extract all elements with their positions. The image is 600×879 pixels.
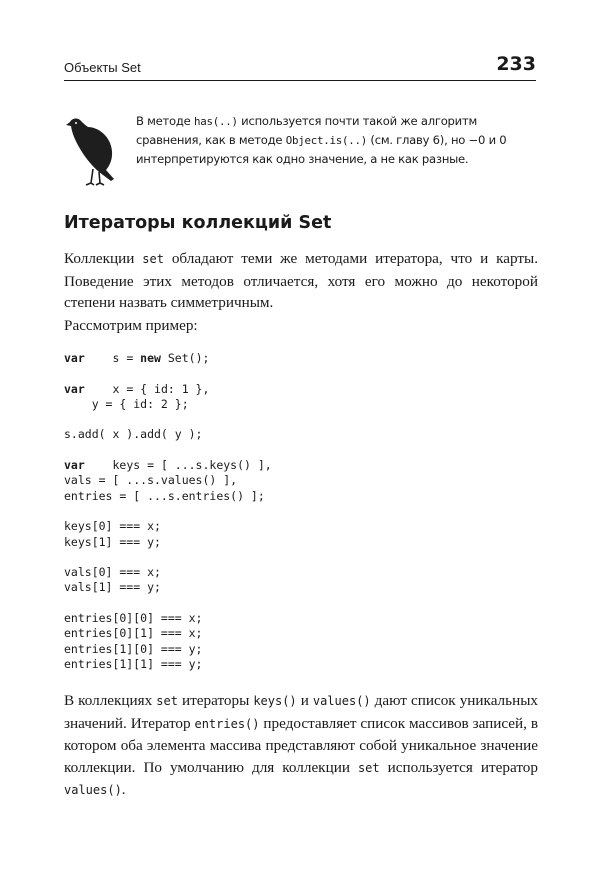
inline-code: Object.is(..) — [285, 134, 367, 147]
note-box — [136, 112, 538, 169]
inline-code: set — [357, 760, 380, 775]
code-line — [64, 657, 202, 671]
text-run: итераторы — [177, 692, 254, 709]
code-token: entries[0][0] === x; — [64, 611, 203, 626]
header-rule — [64, 80, 536, 81]
code-token: s = — [84, 351, 141, 365]
code-line — [64, 458, 272, 472]
text-run: В методе — [136, 114, 194, 128]
paragraph-intro — [64, 248, 538, 314]
text-run: используется итератор — [379, 758, 538, 776]
code-token: keys = [ ...s.keys() ], — [84, 458, 272, 473]
text-run: В коллекциях — [64, 692, 157, 709]
inline-code: set — [142, 252, 164, 266]
text-run: (см. главу 6), но −0 и 0 интерпретируются как одно значение, а не как разные. — [136, 133, 507, 166]
code-line — [64, 489, 265, 503]
code-token: entries[1][1] === y; — [64, 656, 203, 671]
code-token: vals[1] === y; — [64, 580, 161, 595]
code-token: entries[0][1] === x; — [64, 626, 203, 641]
code-line — [64, 626, 202, 640]
code-line — [64, 382, 209, 396]
text-run: дают список уникальных значений. Итератор — [64, 692, 538, 732]
text-run: и — [296, 692, 313, 709]
inline-code: values() — [64, 783, 122, 797]
text-run: Коллекции — [64, 250, 143, 267]
code-token: entries[1][0] === y; — [64, 641, 203, 656]
code-block — [64, 351, 272, 672]
code-token: y = { id: 2 }; — [64, 396, 189, 411]
page-number: 233 — [496, 53, 536, 75]
note-text — [136, 112, 538, 169]
inline-code: set — [156, 694, 178, 708]
code-keyword: var — [64, 458, 85, 473]
paragraph-explanation — [64, 690, 538, 802]
code-token: vals = [ ...s.values() ], — [64, 473, 238, 488]
inline-code: values() — [312, 694, 371, 708]
code-line — [64, 535, 161, 549]
code-line — [64, 351, 209, 365]
code-line — [64, 611, 202, 625]
code-line — [64, 473, 237, 487]
code-line — [64, 397, 189, 411]
code-token: vals[0] === x; — [64, 565, 161, 580]
code-keyword: new — [140, 351, 161, 365]
code-token: keys[1] === y; — [64, 534, 161, 549]
code-line — [64, 565, 161, 579]
text-run: используется почти такой же алгоритм сравнения, как в методе — [136, 114, 477, 147]
code-keyword: var — [64, 381, 85, 396]
code-line — [64, 580, 161, 594]
paragraph-example: Рассмотрим пример: — [64, 317, 198, 334]
text-run: обладают теми же методами итератора, что и карты. Поведение этих методов отличается, хотя его можно до некоторой степени назвать симметричным. — [64, 250, 538, 311]
code-token: Set(); — [160, 351, 210, 365]
code-line — [64, 642, 202, 656]
code-token: x = { id: 1 }, — [84, 381, 210, 396]
code-keyword: var — [64, 351, 85, 365]
running-title: Объекты Set — [64, 60, 141, 75]
text-run: предоставляет список массивов записей, в котором оба элемента массива представляют собой уникальное значение коллекции. По умолчанию для коллекции — [64, 714, 539, 776]
code-token: keys[0] === x; — [64, 519, 161, 534]
inline-code: has(..) — [193, 115, 238, 128]
inline-code: entries() — [194, 716, 260, 731]
crow-icon — [66, 115, 118, 187]
code-token: s.add( x ).add( y ); — [64, 427, 203, 442]
code-token: entries = [ ...s.entries() ]; — [64, 488, 265, 503]
inline-code: keys() — [253, 694, 297, 708]
code-line — [64, 519, 161, 533]
section-heading: Итераторы коллекций Set — [64, 213, 332, 233]
text-run: . — [121, 781, 126, 798]
code-line — [64, 427, 202, 441]
